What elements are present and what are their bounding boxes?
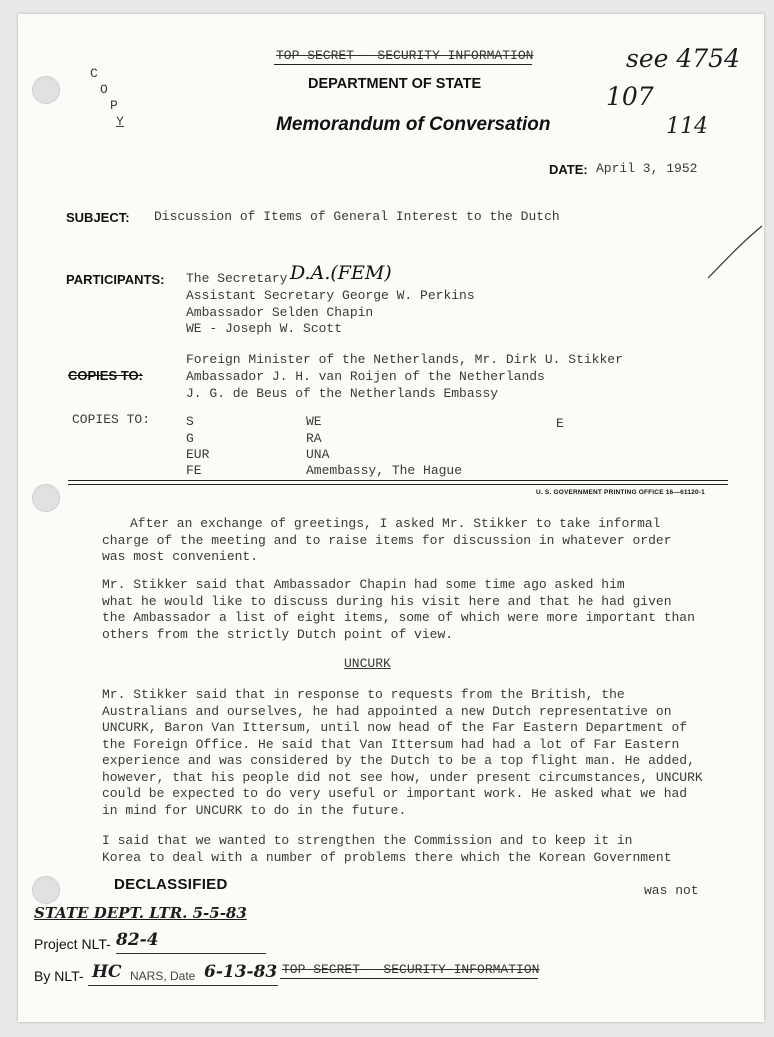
copy-recipient: S [186,414,194,429]
handwritten-number: 114 [666,114,708,139]
punch-hole-top [32,76,60,104]
body-paragraph-2: Mr. Stikker said that Ambassador Chapin had some time ago asked him what he would like to discuss during his visit here and that he had given the Ambassador a list of eight items, some of which were more important than others from the strictly Dutch point of view. [102,577,695,642]
header-rule [68,484,728,485]
body-paragraph-3: Mr. Stikker said that in response to requests from the British, the Australians and ourselves, he had appointed a new Dutch representative on UNCURK, Baron Van Ittersum, until now head of the Far Eastern Department of the Foreign Office. He said that Van Ittersum had had a lot of Far Eastern experience and was considered by the Dutch to be a top flight man. He added, however, that his people did not see how, under present circumstances, UNCURK could be expected to do very useful or important work. He asked what we had in mind for UNCURK to do in the future. [102,687,703,818]
project-value: 82-4 [116,930,159,950]
participant: Ambassador Selden Chapin [186,305,374,320]
nars-label: NARS, Date [130,969,196,983]
participant: J. G. de Beus of the Netherlands Embassy [186,386,499,401]
copy-stamp-letter: C [90,66,98,81]
participants-label: PARTICIPANTS: [66,272,165,287]
printing-office-imprint: U. S. GOVERNMENT PRINTING OFFICE 16—61120-1 [536,489,705,496]
declass-authority: STATE DEPT. LTR. 5-5-83 [34,904,247,922]
punch-hole-bottom [32,876,60,904]
classification-underline [280,978,538,979]
copy-recipient: WE [306,414,322,429]
memo-page [18,14,764,1022]
participant: The Secretary [186,271,288,286]
classification-underline [274,64,532,65]
department-heading: DEPARTMENT OF STATE [308,76,482,92]
by-value: HC [92,962,122,982]
copies-to-printed-label: COPIES TO: [68,368,143,383]
copy-recipient: RA [306,431,322,446]
handwritten-number: 107 [606,82,654,111]
body-paragraph-4: I said that we wanted to strengthen the Commission and to keep it in Korea to deal with a number of problems there which the Korean Government [102,833,672,865]
participant: Foreign Minister of the Netherlands, Mr. Dirk U. Stikker [186,352,623,367]
date-label: DATE: [549,162,588,177]
participant: Ambassador J. H. van Roijen of the Netherlands [186,369,545,384]
section-heading: UNCURK [344,656,391,671]
declassified-title: DECLASSIFIED [114,876,228,893]
copy-recipient: FE [186,463,202,478]
handwritten-initials: D.A.(FEM) [290,262,392,284]
copy-recipient: G [186,431,194,446]
handwritten-reference: see 4754 [626,44,740,73]
nars-value: 6-13-83 [204,962,278,982]
document-title: Memorandum of Conversation [276,114,551,135]
copy-stamp-letter: O [100,82,108,97]
body-paragraph-1: After an exchange of greetings, I asked Mr. Stikker to take informal charge of the meeting and to raise items for discussion in whatever order was most convenient. [102,516,672,564]
copy-recipient: EUR [186,447,210,462]
project-underline [116,953,266,954]
by-label: By NLT- [34,968,84,984]
subject-label: SUBJECT: [66,210,130,225]
subject-value: Discussion of Items of General Interest to the Dutch [154,209,560,224]
copies-to-label: COPIES TO: [72,412,151,427]
punch-hole-middle [32,484,60,512]
pen-mark [706,222,764,282]
continuation-note: was not [644,883,699,898]
copy-stamp-letter: Y [116,114,124,129]
header-rule [68,480,728,481]
by-underline [88,985,278,986]
participant: WE - Joseph W. Scott [186,321,343,336]
project-label: Project NLT- [34,936,111,952]
copy-recipient: E [556,416,564,431]
copy-stamp-letter: P [110,98,118,113]
copy-recipient: UNA [306,447,330,462]
date-value: April 3, 1952 [596,161,698,176]
classification-top: TOP SECRET - SECURITY INFORMATION [276,48,534,63]
participant: Assistant Secretary George W. Perkins [186,288,475,303]
copy-recipient: Amembassy, The Hague [306,463,463,478]
classification-bottom: TOP SECRET - SECURITY INFORMATION [282,962,540,977]
